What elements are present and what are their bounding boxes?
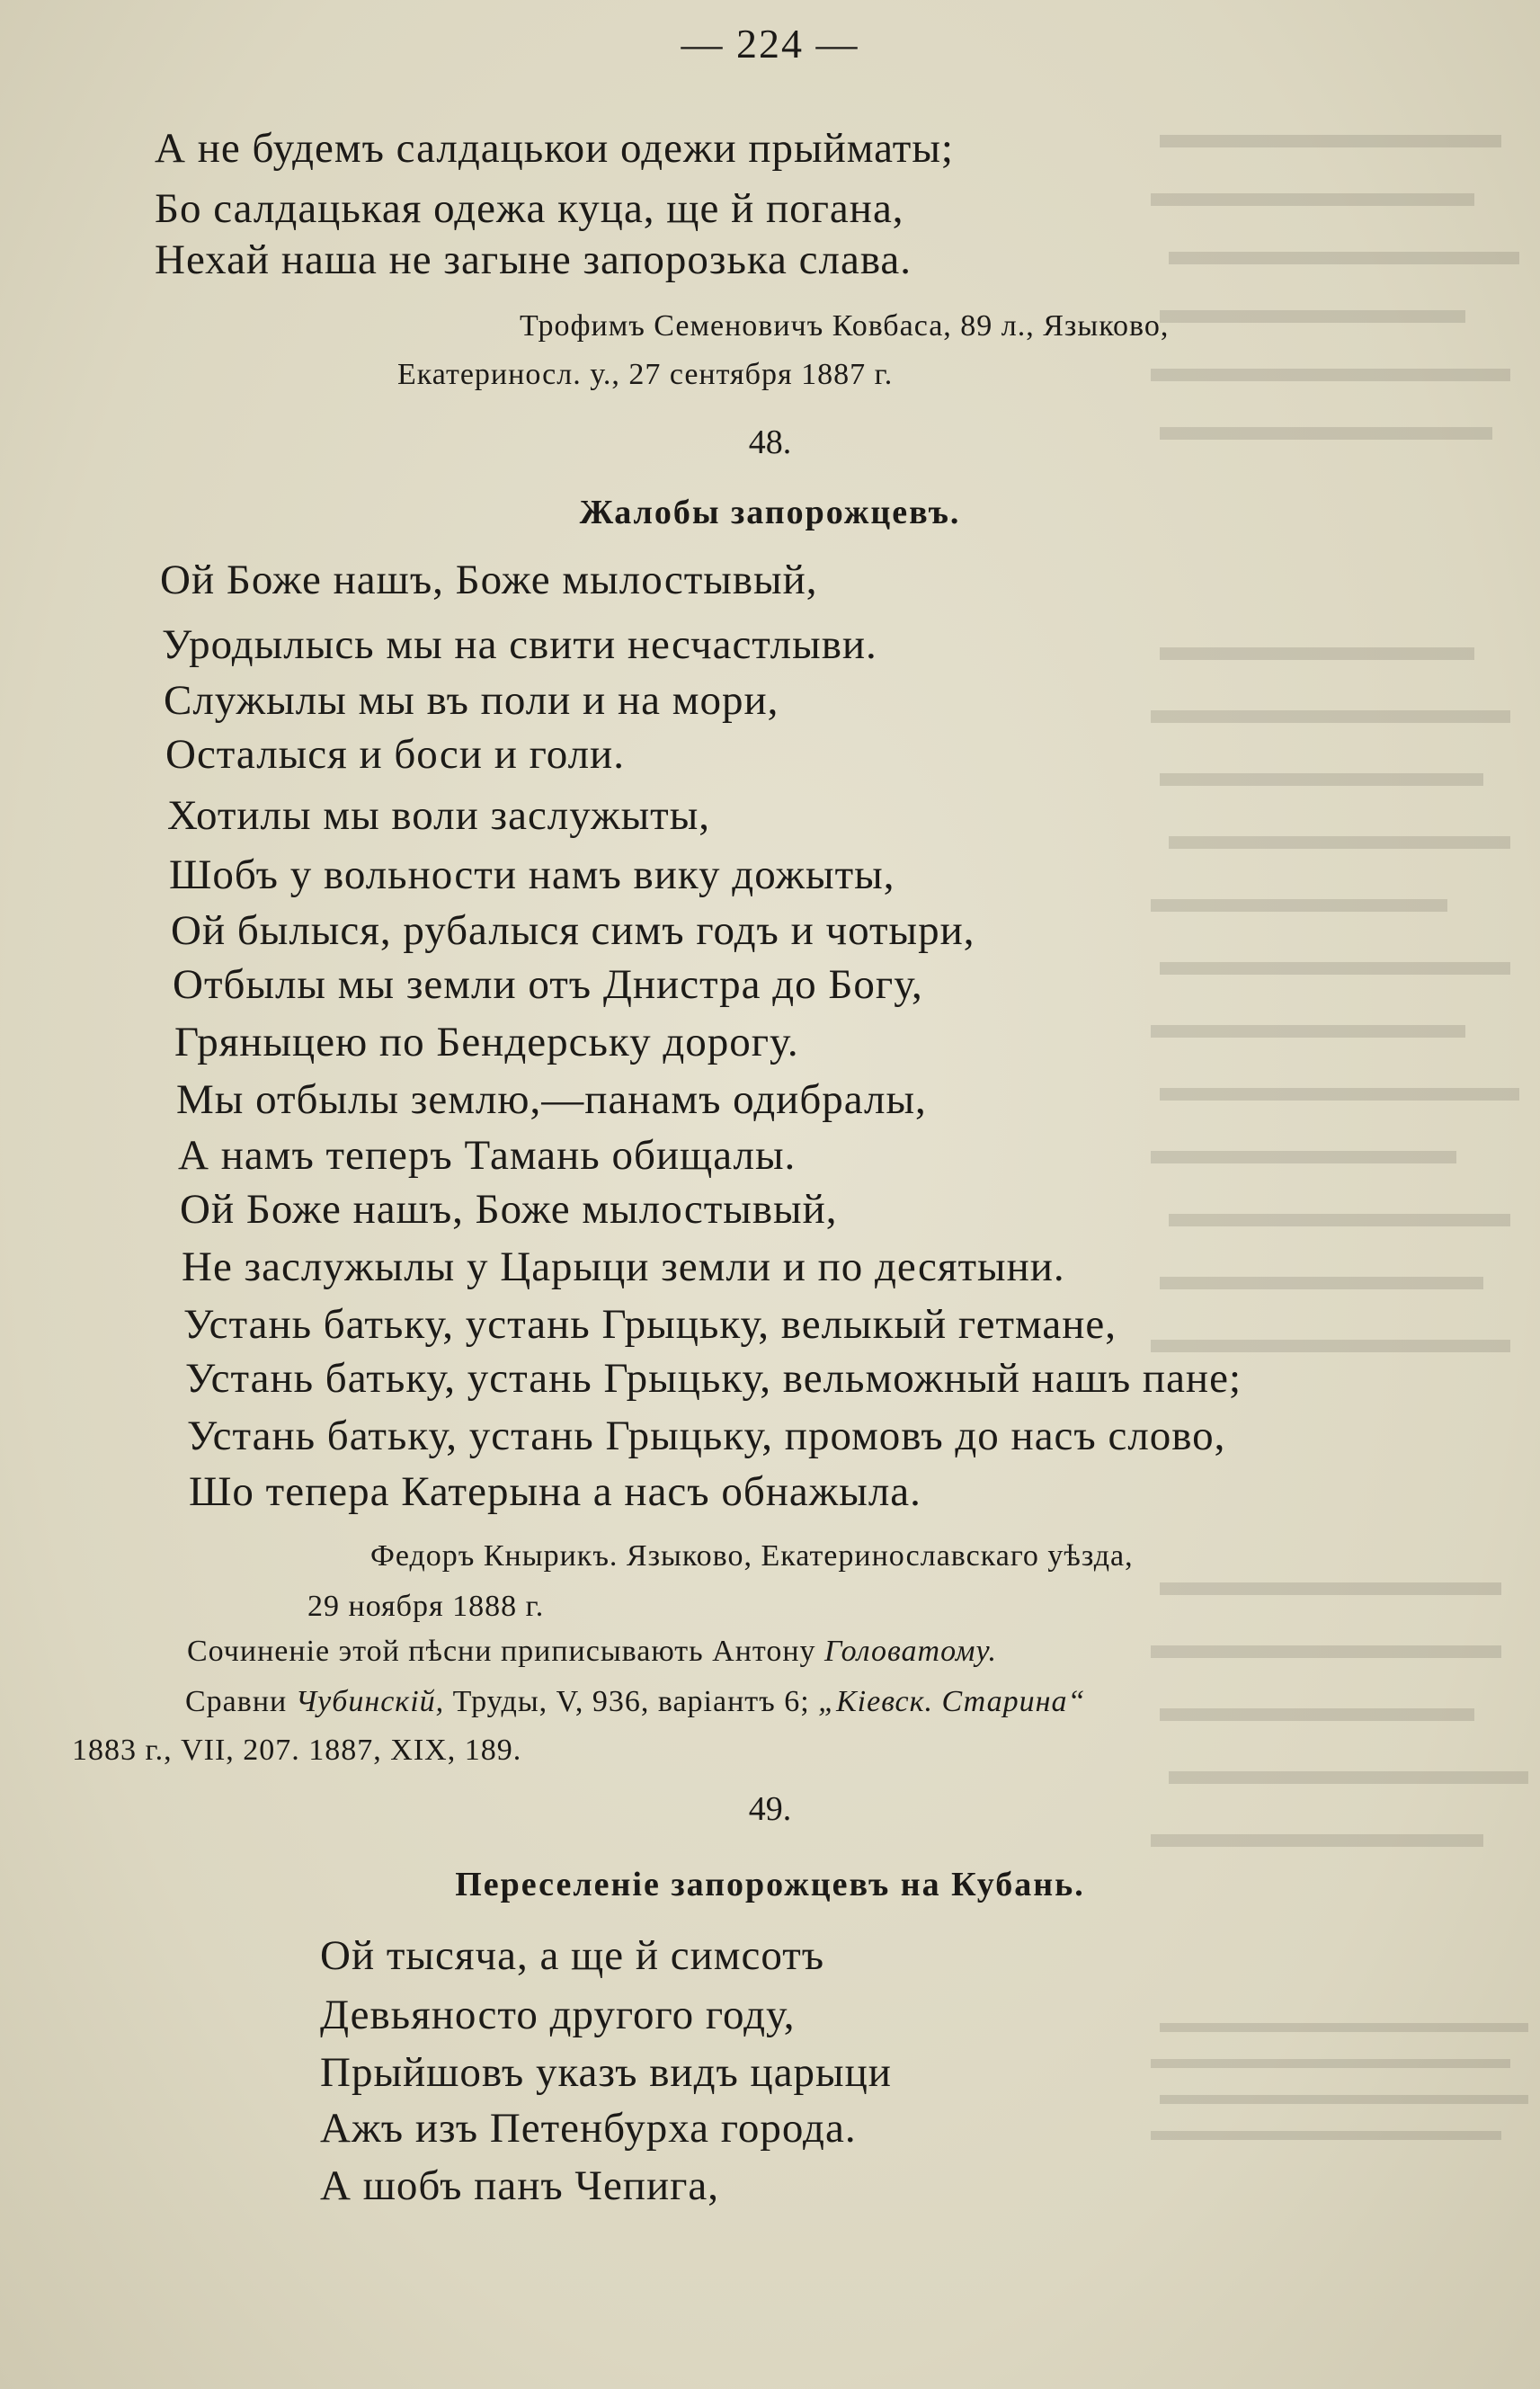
attribution-line: Екатериносл. у., 27 сентября 1887 г. [397,358,894,391]
verse-line: Гряныцею по Бендерську дорогу. [174,1019,799,1065]
verse-line: Ажъ изъ Петенбурха города. [320,2105,857,2152]
verse-line: Бо салдацькая одежа куца, ще й погана, [155,185,904,232]
verse-line: Девьяносто другого году, [320,1992,796,2038]
note-line [187,1635,997,1669]
verse-line: А не будемъ салдацькои одежи прыйматы; [155,125,954,172]
note-journal-name: „Кіевск. Старина“ [818,1685,1086,1718]
verse-line: Ой былыся, рубалыся симъ годъ и чотыри, [171,907,975,954]
song-title: Переселеніе запорожцевъ на Кубань. [455,1866,1085,1903]
verse-line: А намъ теперъ Тамань обищалы. [178,1132,797,1179]
note-text: Сравни [185,1685,296,1718]
note-text: Труды, V, 936, варіантъ 6; [444,1685,819,1718]
note-source-name: Чубинскій, [295,1685,445,1718]
verse-line: Хотилы мы воли заслужыты, [167,792,711,839]
note-line [185,1685,1085,1719]
verse-line: Нехай наша не загыне запорозька слава. [155,236,912,283]
verse-line: Мы отбылы землю,—панамъ одибралы, [176,1076,927,1123]
verse-line: А шобъ панъ Чепига, [320,2162,719,2209]
verse-line: Устань батьку, устань Грыцьку, вельможный нашъ пане; [185,1355,1242,1402]
song-number: 49. [748,1790,792,1828]
attribution-line: Федоръ Кнырикъ. Языково, Екатеринославскаго уѣзда, [370,1539,1134,1573]
verse-line: Отбылы мы земли отъ Днистра до Богу, [173,961,923,1008]
attribution-line: 29 ноября 1888 г. [307,1590,545,1623]
note-author-name: Головатому. [824,1635,997,1668]
verse-line: Устань батьку, устань Грыцьку, велыкый гетмане, [183,1301,1117,1348]
note-text: Сочиненіе этой пѣсни приписывають Антону [187,1635,825,1668]
attribution-line: Трофимъ Семеновичъ Ковбаса, 89 л., Языково, [520,309,1170,343]
verse-line: Шо тепера Катерына а насъ обнажыла. [189,1468,921,1515]
song-number: 48. [748,423,792,461]
page-number: — 224 — [681,21,859,67]
verse-line: Ой тысяча, а ще й симсотъ [320,1932,825,1979]
verse-line: Ой Боже нашъ, Боже мылостывый, [180,1186,838,1233]
verse-line: Устань батьку, устань Грыцьку, промовъ до насъ слово, [187,1413,1226,1459]
verse-line: Не заслужылы у Царыци земли и по десятыни. [182,1244,1065,1290]
verse-line: Шобъ у вольности намъ вику дожыты, [169,851,895,898]
verse-line: Осталыся и боси и голи. [165,731,625,778]
song-title: Жалобы запорожцевъ. [579,494,961,531]
verse-line: Ой Боже нашъ, Боже мылостывый, [160,557,818,603]
note-line: 1883 г., VII, 207. 1887, XIX, 189. [72,1734,522,1767]
verse-line: Прыйшовъ указъ видъ царыци [320,2049,892,2096]
bleed-through-texture [1133,0,1540,2389]
verse-line: Служылы мы въ поли и на мори, [164,677,779,724]
verse-line: Уродылысь мы на свити несчастлыви. [162,621,877,668]
